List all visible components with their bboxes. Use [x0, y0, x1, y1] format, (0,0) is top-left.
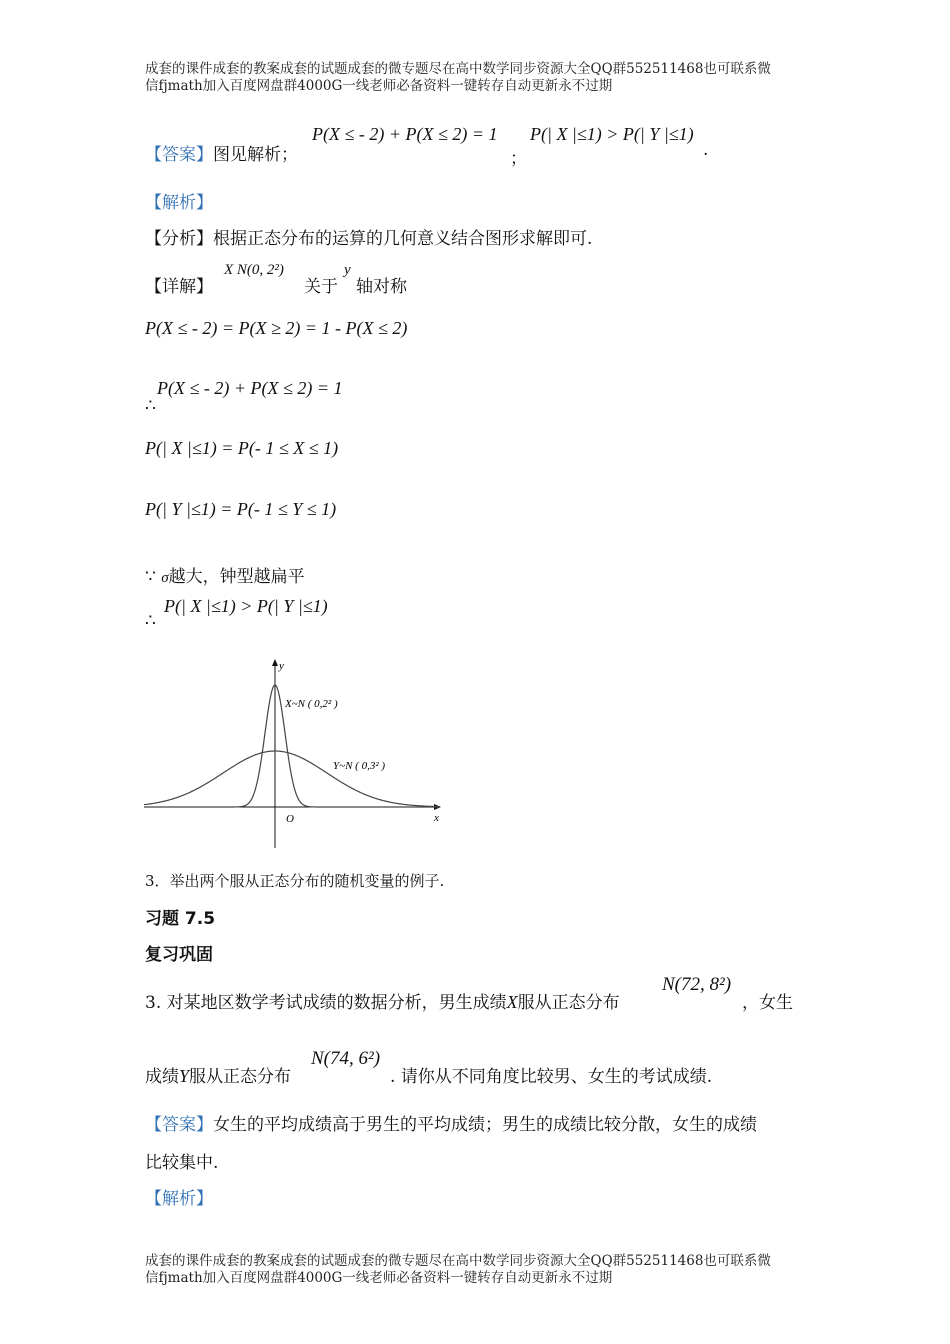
footer-line-1: 成套的课件成套的教案成套的试题成套的微专题尽在高中数学同步资源大全QQ群552511468也可联系微	[145, 1253, 771, 1269]
q3-text-3: ，女生	[742, 993, 793, 1013]
origin-label: O	[286, 813, 294, 825]
q3-text-1: 3. 对某地区数学考试成绩的数据分析，男生成绩	[145, 993, 507, 1013]
q3-answer-text-1: 女生的平均成绩高于男生的平均成绩；男生的成绩比较分散，女生的成绩	[213, 1115, 757, 1135]
curve-x-label: X~N ( 0,2² )	[285, 698, 338, 710]
therefore-symbol-2: ∴	[145, 611, 156, 631]
answer-sep: ；	[510, 149, 527, 169]
q3-jiexi-tag: 【解析】	[145, 1189, 213, 1209]
q3-text-5: 服从正态分布	[189, 1067, 292, 1087]
therefore-symbol-1: ∴	[145, 396, 156, 416]
fenxi-line	[145, 224, 592, 249]
q3-text-2: 服从正态分布	[517, 993, 620, 1013]
q3-line-2	[145, 1062, 291, 1087]
q3-example-item: 3．举出两个服从正态分布的随机变量的例子.	[145, 872, 445, 890]
answer-period: .	[703, 140, 709, 160]
jiexi-tag: 【解析】	[145, 193, 213, 213]
answer-tag: 【答案】	[145, 145, 213, 165]
equation-1: P(X ≤ - 2) = P(X ≥ 2) = 1 - P(X ≤ 2)	[145, 318, 408, 338]
because-line	[145, 562, 305, 587]
q3-var-x: X	[506, 992, 518, 1012]
equation-5: P(| X |≤1) > P(| Y |≤1)	[164, 596, 328, 616]
footer-line-2: 信fjmath加入百度网盘群4000G一线老师必备资料一键转存自动更新永不过期	[145, 1270, 613, 1286]
q3-dist-1: N(72, 8²)	[662, 974, 732, 995]
q3-answer-line-2: 比较集中.	[145, 1153, 219, 1173]
q3-var-y: Y	[179, 1066, 190, 1086]
because-symbol: ∵	[145, 567, 156, 587]
header-line-2: 信fjmath加入百度网盘群4000G一线老师必备资料一键转存自动更新永不过期	[145, 78, 613, 94]
q3-answer-tag: 【答案】	[145, 1115, 213, 1135]
because-text: 越大，钟型越扁平	[168, 567, 305, 587]
sigma-symbol: σ	[161, 570, 169, 586]
x-axis-label: x	[434, 812, 439, 824]
q3-line-1	[145, 988, 620, 1013]
header-line-1: 成套的课件成套的教案成套的试题成套的微专题尽在高中数学同步资源大全QQ群552511468也可联系微	[145, 61, 771, 77]
y-axis-label: y	[279, 660, 284, 672]
answer-math-2: P(| X |≤1) > P(| Y |≤1)	[530, 124, 694, 144]
answer-math-1: P(X ≤ - 2) + P(X ≤ 2) = 1	[312, 124, 498, 144]
normal-distribution-figure	[140, 652, 450, 852]
xiangjie-text-1: 关于	[304, 277, 338, 297]
q3-text-6: . 请你从不同角度比较男、女生的考试成绩.	[390, 1067, 713, 1087]
curve-y-label: Y~N ( 0,3² )	[333, 760, 386, 772]
answer-text: 图见解析；	[213, 145, 298, 165]
xiangjie-y: y	[344, 262, 351, 278]
equation-4: P(| Y |≤1) = P(- 1 ≤ Y ≤ 1)	[145, 499, 337, 519]
answer-line	[145, 140, 298, 165]
xiangjie-math: X N(0, 2²)	[224, 262, 284, 278]
fenxi-text: 根据正态分布的运算的几何意义结合图形求解即可.	[213, 229, 593, 249]
section-title: 习题 7.5	[145, 909, 216, 929]
xiangjie-tag: 【详解】	[145, 277, 213, 297]
equation-2: P(X ≤ - 2) + P(X ≤ 2) = 1	[157, 378, 343, 398]
subsection-title: 复习巩固	[145, 945, 213, 965]
equation-3: P(| X |≤1) = P(- 1 ≤ X ≤ 1)	[145, 438, 339, 458]
q3-dist-2: N(74, 6²)	[311, 1048, 381, 1069]
fenxi-tag: 【分析】	[145, 229, 213, 249]
q3-answer-line-1	[145, 1110, 757, 1135]
q3-text-4: 成绩	[145, 1067, 179, 1087]
xiangjie-text-2: 轴对称	[356, 277, 407, 297]
